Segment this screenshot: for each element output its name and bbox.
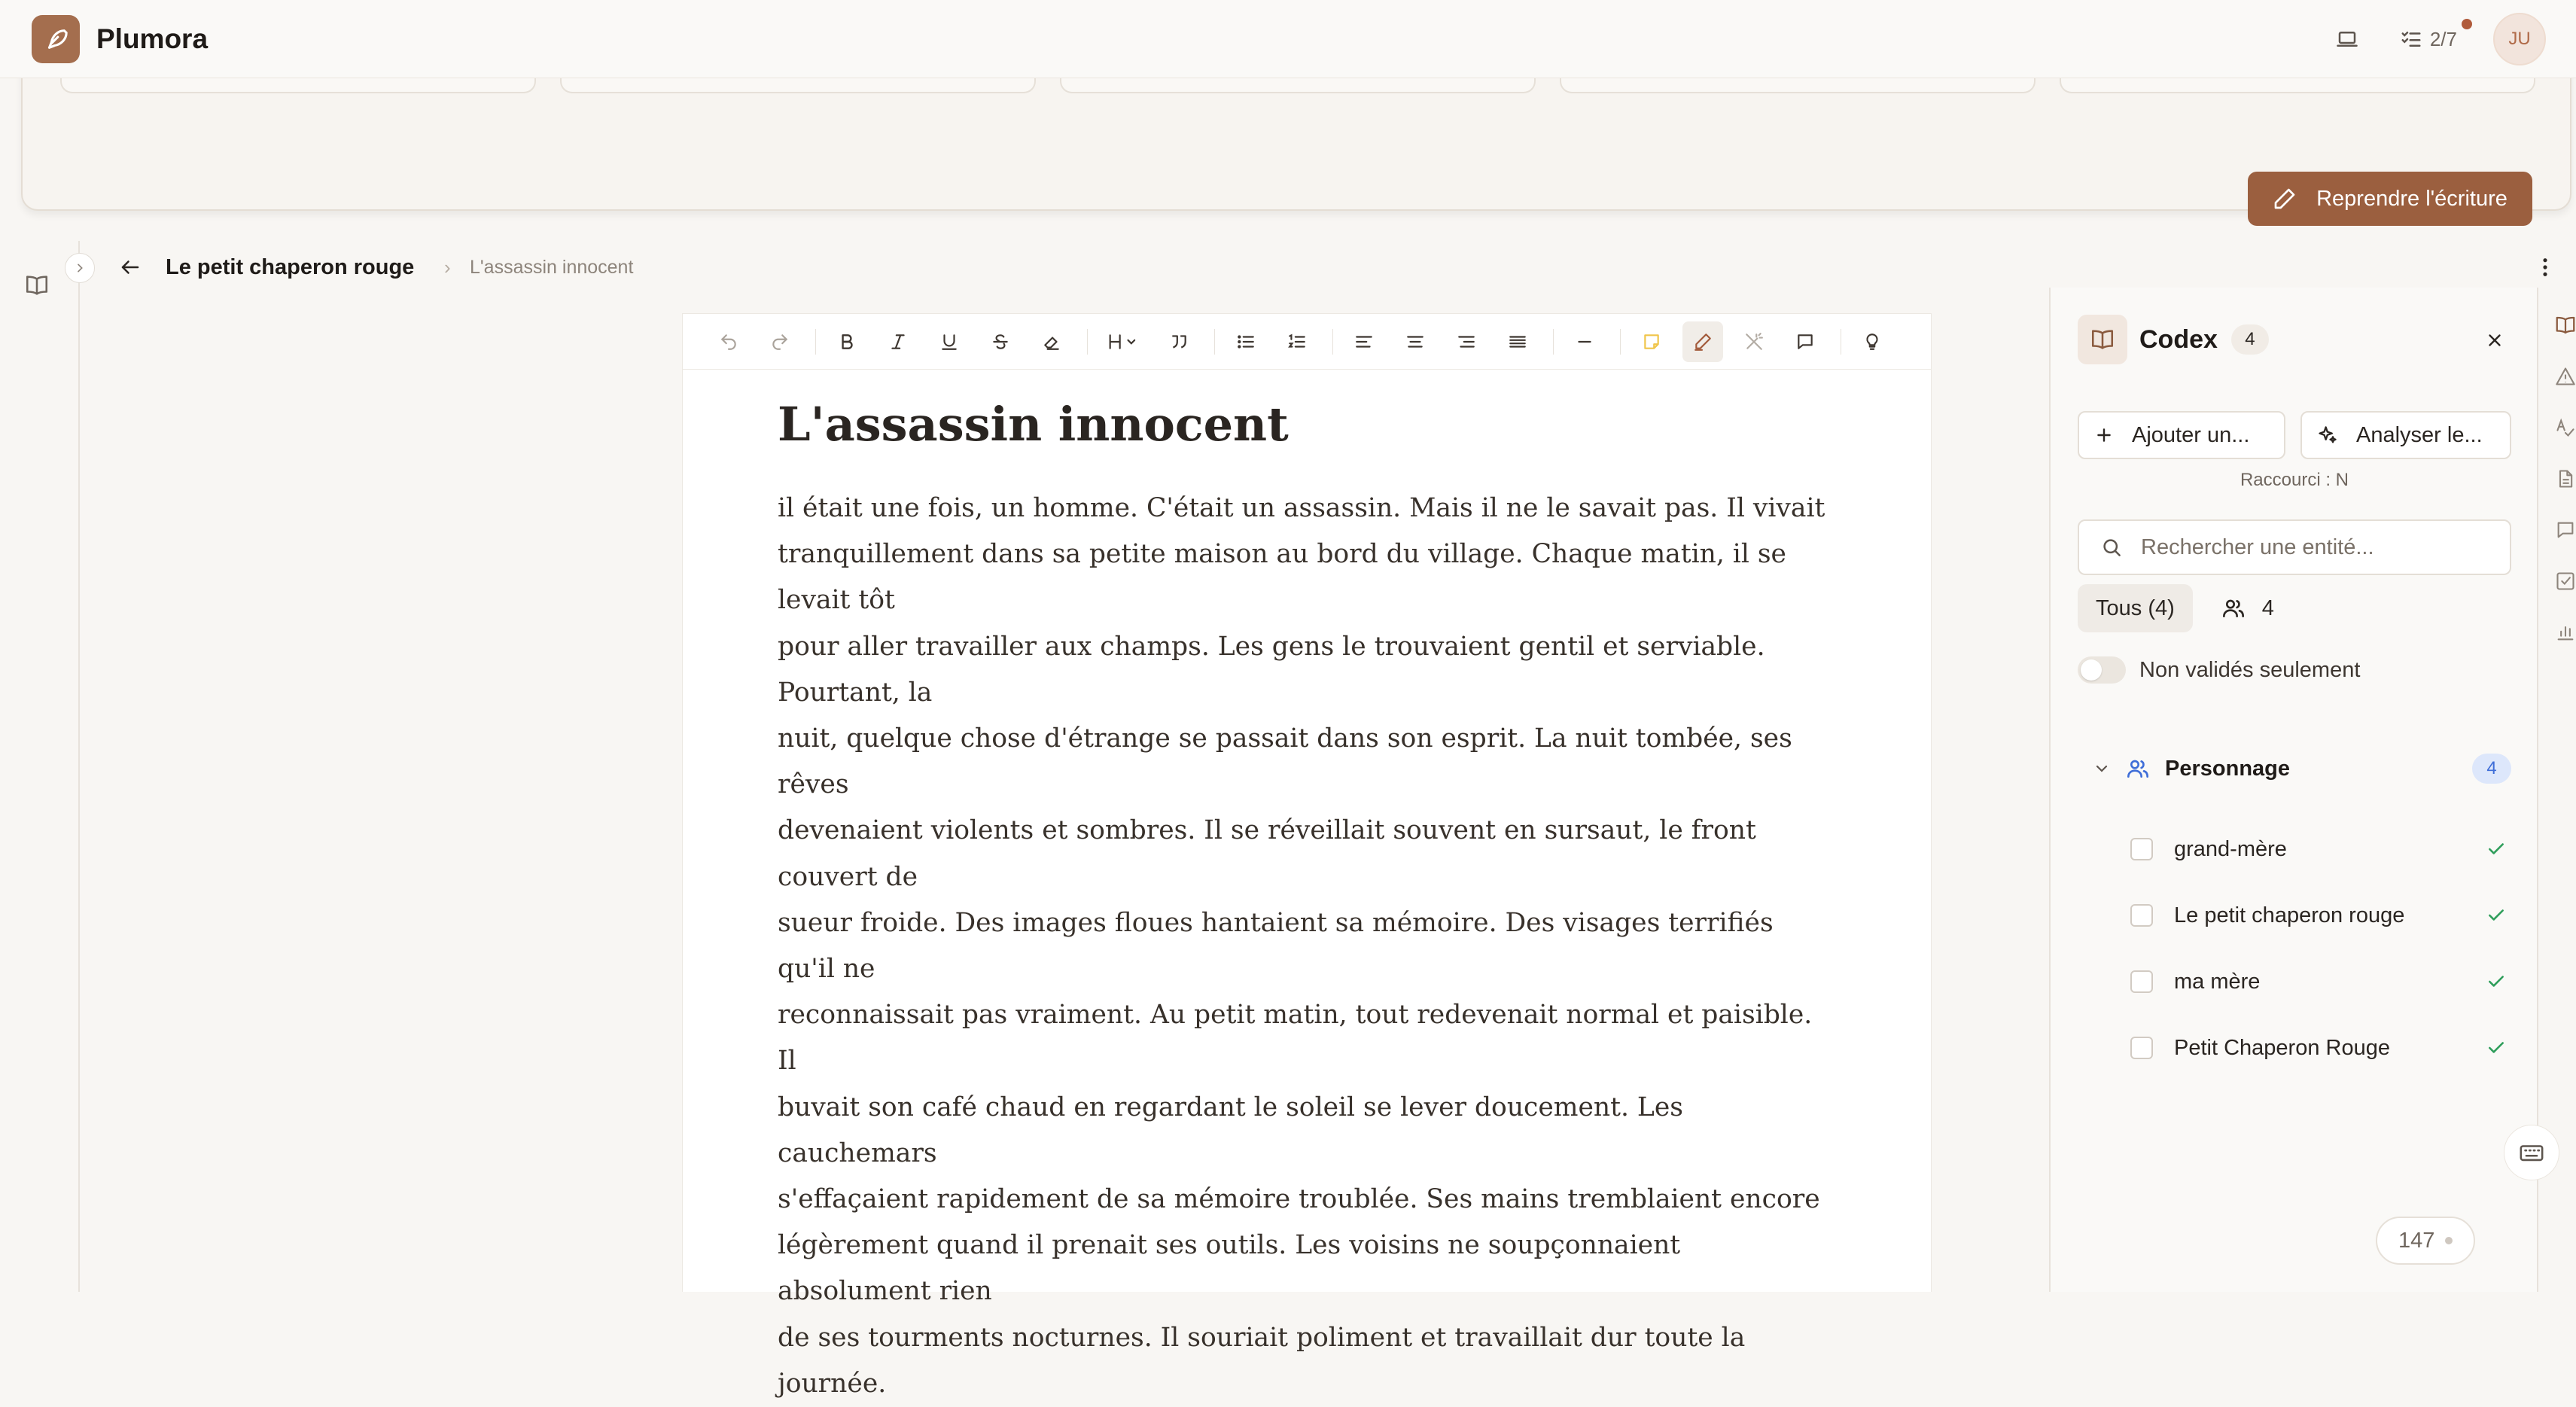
shortcut-hint: Raccourci : N [2240,470,2349,490]
toolbar-divider [1214,329,1215,355]
more-vertical-icon [2542,257,2548,278]
plus-icon [2094,425,2114,445]
heading-dropdown[interactable] [1098,321,1148,362]
device-toggle-icon[interactable] [2320,12,2374,66]
back-button[interactable] [113,250,148,285]
bullet-list-icon [1236,332,1256,352]
undo-icon [719,332,738,352]
horizontal-rule-button[interactable] [1564,321,1605,362]
spellcheck-icon[interactable] [2550,413,2576,443]
clear-format-button[interactable] [1031,321,1072,362]
codex-panel [2049,288,2537,1292]
toolbar-divider [815,329,816,355]
bullet-list-button[interactable] [1226,321,1266,362]
user-avatar[interactable]: JU [2493,13,2546,65]
save-status-dot [2445,1237,2453,1244]
codex-header [2078,315,2269,364]
keyboard-icon [2519,1140,2544,1165]
magic-wand-off-icon [1744,332,1764,352]
text-line: de ses tourments nocturnes. Il souriait poliment et travaillait dur toute la journée. [778,1322,1746,1399]
entity-name: Le petit chaperon rouge [2174,903,2405,927]
resume-writing-label: Reprendre l'écriture [2316,186,2507,211]
strikethrough-button[interactable] [980,321,1021,362]
redo-button[interactable] [760,321,800,362]
entity-name: ma mère [2174,969,2261,994]
toolbar-divider [1553,329,1554,355]
codex-count-badge: 4 [2231,324,2269,355]
entity-name: grand-mère [2174,836,2287,861]
breadcrumb-separator-icon: › [444,255,451,279]
tasks-button[interactable] [2392,28,2465,51]
align-center-icon [1405,332,1425,352]
unvalidated-toggle-row [2078,656,2360,684]
quote-icon [1169,332,1189,352]
add-entity-button[interactable] [2078,411,2285,459]
filter-all[interactable]: Tous (4) [2078,584,2193,632]
chevron-down-icon [2093,760,2111,778]
arrow-left-icon [119,256,142,279]
expand-sidebar-button[interactable] [65,253,95,283]
users-icon [2221,596,2246,620]
document-icon[interactable] [2550,464,2576,494]
text-line: buvait son café chaud en regardant le soleil se lever doucement. Les cauchemars [778,1092,1683,1168]
entity-search [2078,519,2511,575]
text-line: s'effaçaient rapidement de sa mémoire troublée. Ses mains tremblaient encore [778,1184,1820,1215]
align-left-button[interactable] [1344,321,1384,362]
more-options-button[interactable] [2528,250,2562,285]
justify-button[interactable] [1497,321,1538,362]
book-icon[interactable] [24,273,50,302]
italic-button[interactable] [878,321,918,362]
underline-icon [939,332,959,352]
italic-icon [888,332,908,352]
text-line: pour aller travailler aux champs. Les gens le trouvaient gentil et serviable. Pourtant, la [778,631,1765,708]
undo-button[interactable] [708,321,749,362]
align-right-icon [1457,332,1476,352]
align-right-button[interactable] [1446,321,1487,362]
entity-item[interactable] [2130,1025,2511,1070]
underline-button[interactable] [929,321,970,362]
app-logo[interactable] [32,15,80,63]
entity-item[interactable] [2130,959,2511,1004]
entity-filters [2078,584,2288,632]
group-label: Personnage [2165,756,2290,781]
entity-item[interactable] [2130,893,2511,938]
left-rail [0,241,80,1292]
document-title[interactable]: L'assassin innocent [778,397,1289,452]
codex-book-icon[interactable] [2550,310,2576,340]
toolbar-divider [1087,329,1088,355]
analyze-button[interactable] [2300,411,2511,459]
filter-characters[interactable] [2208,584,2288,632]
redo-icon [770,332,790,352]
text-line: il était une fois, un homme. C'était un assassin. Mais il ne le savait pas. Il vivait [778,493,1825,523]
bold-icon [837,332,857,352]
lightbulb-icon [1862,332,1882,352]
entity-checkbox[interactable] [2130,1037,2153,1059]
unvalidated-label: Non validés seulement [2139,657,2361,682]
text-line: nuit, quelque chose d'étrange se passait dans son esprit. La nuit tombée, ses rêves [778,723,1792,800]
book-icon [2078,315,2127,364]
bold-button[interactable] [827,321,867,362]
entity-search-input[interactable] [2141,535,2502,560]
chevron-right-icon [74,262,86,274]
notification-dot [2462,19,2472,29]
validated-check-icon[interactable] [2481,834,2511,864]
align-center-button[interactable] [1395,321,1436,362]
numbered-list-button[interactable] [1277,321,1317,362]
suggestions-button[interactable] [1852,321,1892,362]
stats-icon[interactable] [2550,617,2576,647]
comment-button[interactable] [1785,321,1825,362]
quote-button[interactable] [1159,321,1199,362]
validated-check-icon[interactable] [2481,967,2511,997]
highlight-button[interactable] [1682,321,1723,362]
toolbar-divider [1620,329,1621,355]
formatting-toolbar [683,314,1931,370]
document-body[interactable] [778,486,1832,1407]
breadcrumb-project[interactable]: Le petit chaperon rouge [166,254,415,279]
entity-checkbox[interactable] [2130,838,2153,860]
close-codex-button[interactable] [2480,325,2510,355]
text-line: devenaient violents et sombres. Il se réveillait souvent en sursaut, le front couvert de [778,815,1756,892]
text-line: légèrement quand il prenait ses outils. Les voisins ne soupçonnaient absolument rien [778,1230,1681,1307]
group-count-badge: 4 [2472,754,2511,784]
eraser-icon [1042,332,1061,352]
entity-name: Petit Chaperon Rouge [2174,1035,2390,1060]
top-bar [0,0,2576,78]
checkbox-icon[interactable] [2550,566,2576,596]
highlighter-icon [1693,332,1713,352]
close-icon [2485,330,2504,350]
ai-edit-button[interactable] [1734,321,1774,362]
entity-item[interactable] [2130,827,2511,872]
heading-icon [1107,332,1140,352]
app-name: Plumora [96,23,209,54]
text-line: sueur froide. Des images floues hantaient sa mémoire. Des visages terrifiés qu'il ne [778,907,1774,985]
breadcrumb [80,241,2576,294]
comment-icon[interactable] [2550,515,2576,545]
resume-writing-button[interactable] [2248,172,2532,226]
analyze-label: Analyser le... [2356,422,2483,447]
validated-check-icon[interactable] [2481,900,2511,930]
align-left-icon [1354,332,1374,352]
warning-icon[interactable] [2550,361,2576,391]
breadcrumb-chapter: L'assassin innocent [470,256,634,278]
word-count-badge[interactable] [2376,1217,2475,1265]
numbered-list-icon [1287,332,1307,352]
strikethrough-icon [991,332,1010,352]
toolbar-divider [1332,329,1333,355]
keyboard-shortcuts-button[interactable] [2504,1125,2559,1180]
editor [682,313,1932,1399]
validated-check-icon[interactable] [2481,1033,2511,1063]
text-line: reconnaissait pas vraiment. Au petit matin, tout redevenait normal et paisible. Il [778,1000,1813,1077]
tasks-count: 2/7 [2429,27,2457,50]
add-entity-label: Ajouter un... [2132,422,2250,447]
pencil-icon [2273,187,2297,211]
sticky-note-button[interactable] [1631,321,1672,362]
entity-checkbox[interactable] [2130,970,2153,993]
justify-icon [1508,332,1527,352]
codex-title: Codex [2139,324,2218,354]
checklist-icon [2400,28,2422,50]
filter-characters-count: 4 [2261,595,2274,620]
word-count: 147 [2398,1228,2435,1253]
group-personnage[interactable] [2093,750,2511,787]
sticky-note-icon [1642,332,1661,352]
users-icon [2126,757,2150,781]
horizontal-rule-icon [1575,332,1594,352]
unvalidated-toggle[interactable] [2078,656,2126,684]
search-icon [2100,536,2123,559]
entity-checkbox[interactable] [2130,904,2153,927]
comment-icon [1795,332,1815,352]
sparkles-icon [2317,425,2338,446]
text-line: tranquillement dans sa petite maison au bord du village. Chaque matin, il se levait tôt [778,539,1786,616]
